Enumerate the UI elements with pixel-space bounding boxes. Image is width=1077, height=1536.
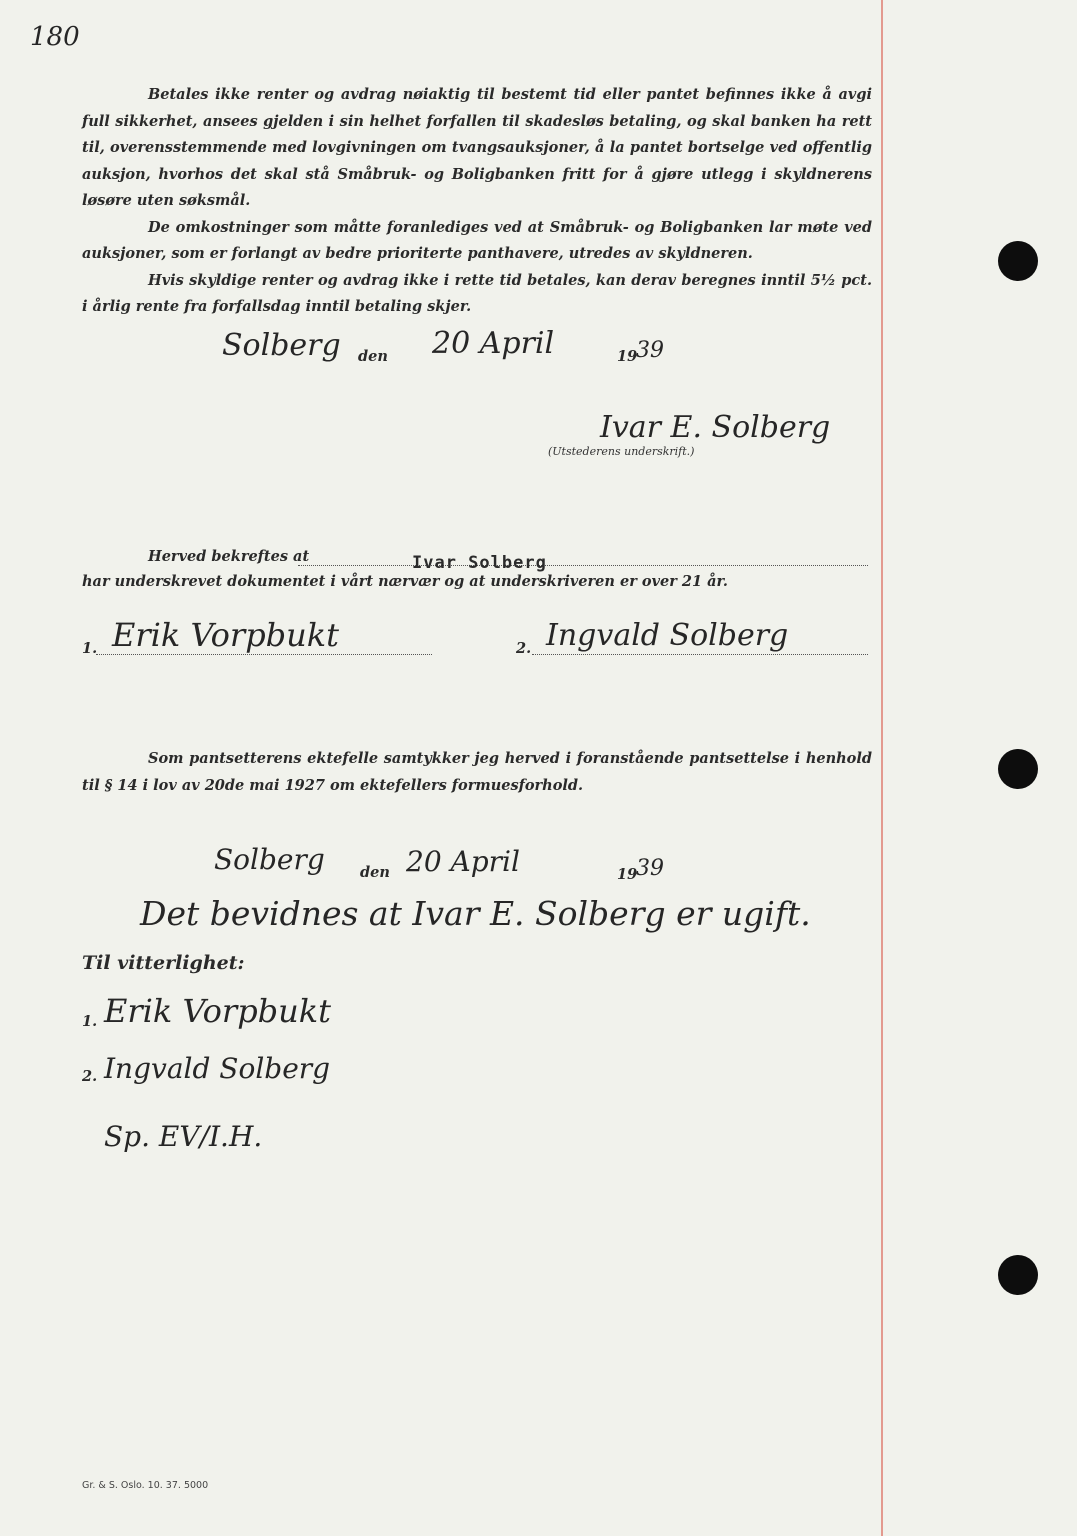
issuer-year-prefix: 19 [617, 348, 638, 365]
print-footer: Gr. & S. Oslo. 10. 37. 5000 [82, 1480, 209, 1491]
consent-handwritten-note: Det bevidnes at Ivar E. Solberg er ugift. [140, 894, 811, 933]
witness-block-2-number: 2. [82, 1068, 98, 1085]
consent-year-prefix: 19 [617, 866, 638, 883]
confirmation-witness-1-signature: Erik Vorpbukt [112, 616, 340, 654]
issuer-year-suffix: 39 [636, 338, 664, 363]
margin-rule [881, 0, 883, 1536]
issuer-signature-caption: (Utstederens underskrift.) [548, 445, 695, 458]
consent-den-label: den [360, 864, 390, 881]
issuer-place: Solberg [222, 328, 341, 363]
consent-date: 20 April [406, 845, 520, 878]
confirmation-prefix: Herved bekreftes at [148, 548, 310, 565]
confirmation-witness-1-number: 1. [82, 640, 98, 657]
witness-1-dotline [96, 654, 432, 655]
punch-hole-top [998, 241, 1038, 281]
witness-heading: Til vitterlighet: [82, 952, 245, 974]
confirmation-dotline [298, 565, 868, 566]
page-number: 180 [30, 22, 80, 52]
terms-paragraph-1: Betales ikke renter og avdrag nøiaktig til bestemt tid eller pantet befinnes ikke å avgi full sikkerhet, ansees gjelden i sin helhet forfallen til skadesløs betaling, og skal banken ha rett til, overensstemmende med lovgivningen om tvangsauksjoner, å la pantet bortselge ved offentlig auksjon, hvorhos det skal stå Småbruk- og Boligbanken fritt for å gjøre utlegg i skyldnerens løsøre uten søksmål. [82, 86, 872, 209]
terms-paragraph-3: Hvis skyldige renter og avdrag ikke i rette tid betales, kan derav beregnes inntil 5½ pct. i årlig rente fra forfallsdag inntil betaling skjer. [82, 271, 872, 315]
issuer-date: 20 April [432, 326, 555, 361]
spouse-consent-text: Som pantsetterens ektefelle samtykker jeg herved i foranstående pantsettelse i henhold til § 14 i lov av 20de mai 1927 om ektefellers formuesforhold. [82, 750, 872, 794]
issuer-signature: Ivar E. Solberg [600, 410, 831, 445]
consent-year-suffix: 39 [636, 856, 664, 881]
confirmation-witness-2-signature: Ingvald Solberg [546, 618, 789, 653]
punch-hole-bottom [998, 1255, 1038, 1295]
terms-paragraph-2: De omkostninger som måtte foranlediges ved at Småbruk- og Boligbanken lar møte ved auksjoner, som er forlangt av bedre prioriterte panthavere, utredes av skyldneren. [82, 218, 872, 262]
witness-block-2-signature: Ingvald Solberg [104, 1052, 331, 1085]
terms-text [82, 82, 872, 321]
issuer-den-label: den [358, 348, 388, 365]
witness-2-dotline [532, 654, 868, 655]
witness-block-1-number: 1. [82, 1013, 98, 1030]
confirmation-witness-2-number: 2. [516, 640, 532, 657]
punch-hole-middle [998, 749, 1038, 789]
consent-place: Solberg [214, 843, 325, 876]
witness-initials: Sp. EV/I.H. [104, 1120, 263, 1153]
witness-block-1-signature: Erik Vorpbukt [104, 992, 332, 1030]
confirmation-signer: Ivar Solberg [412, 553, 547, 573]
confirmation-text: har underskrevet dokumentet i vårt nærvær og at underskriveren er over 21 år. [82, 573, 728, 590]
